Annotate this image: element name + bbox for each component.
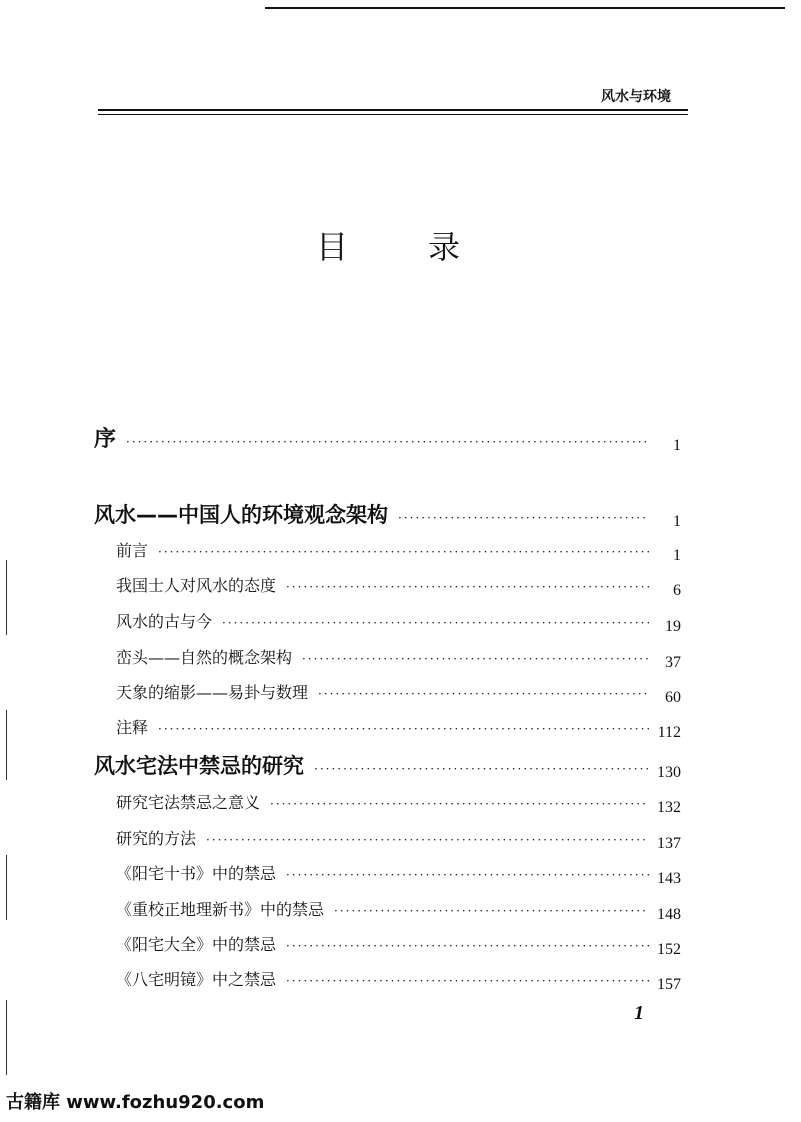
leader-dots	[222, 616, 649, 630]
leader-dots	[398, 511, 649, 525]
toc-entry-label: 《阳宅十书》中的禁忌	[116, 864, 277, 883]
toc-entry-page: 157	[657, 976, 681, 993]
toc-entry-label: 注释	[116, 718, 149, 737]
page-number: 1	[634, 1002, 644, 1024]
toc-entry-page: 132	[657, 799, 681, 816]
toc-entry-page: 137	[657, 835, 681, 852]
toc-entry-page: 1	[673, 437, 681, 454]
leader-dots	[286, 974, 649, 988]
toc-entry[interactable]	[116, 967, 681, 993]
leader-dots	[286, 580, 649, 594]
toc-entry-label: 《八宅明镜》中之禁忌	[116, 970, 277, 989]
scan-margin-mark	[6, 710, 7, 780]
toc-part-1[interactable]	[94, 499, 681, 529]
leader-dots	[158, 722, 649, 736]
leader-dots	[270, 797, 649, 811]
toc-entry[interactable]	[116, 680, 681, 706]
toc-entry-label: 峦头——自然的概念架构	[116, 648, 293, 667]
toc-entry-page: 112	[657, 724, 681, 741]
toc-part-label: 风水——中国人的环境观念架构	[94, 503, 388, 527]
scan-margin-mark	[6, 560, 7, 635]
toc-entry-page: 152	[657, 941, 681, 958]
toc-part-page: 1	[673, 513, 681, 530]
toc-part-label: 风水宅法中禁忌的研究	[94, 754, 304, 778]
toc-entry-label: 研究宅法禁忌之意义	[116, 793, 261, 812]
toc-entry[interactable]	[116, 645, 681, 671]
toc-entry-label: 风水的古与今	[116, 612, 213, 631]
toc-part-page: 130	[657, 764, 681, 781]
toc-entry[interactable]	[116, 573, 681, 599]
toc-entry[interactable]	[116, 790, 681, 816]
toc-entry[interactable]	[116, 861, 681, 887]
running-header-title: 风水与环境	[601, 89, 671, 105]
leader-dots	[206, 833, 649, 847]
toc-entry-label: 序	[94, 427, 117, 452]
toc-entry[interactable]	[116, 538, 681, 564]
leader-dots	[126, 435, 649, 449]
toc-part-2[interactable]	[94, 750, 681, 780]
toc-entry-label: 《阳宅大全》中的禁忌	[116, 935, 277, 954]
leader-dots	[318, 687, 649, 701]
toc-entry[interactable]	[116, 932, 681, 958]
toc-entry-page: 6	[673, 582, 681, 599]
toc-entry-page: 143	[657, 870, 681, 887]
scan-margin-mark	[6, 1000, 7, 1075]
toc-entry-page: 148	[657, 906, 681, 923]
scan-margin-mark	[6, 855, 7, 920]
leader-dots	[314, 762, 649, 776]
toc-entry-label: 前言	[116, 541, 149, 560]
toc-entry-page: 60	[665, 689, 681, 706]
page-title: 目录	[316, 228, 541, 266]
leader-dots	[286, 868, 649, 882]
toc-entry-label: 我国士人对风水的态度	[116, 576, 277, 595]
toc-entry[interactable]	[116, 609, 681, 635]
toc-entry-label: 研究的方法	[116, 829, 197, 848]
leader-dots	[302, 652, 649, 666]
leader-dots	[158, 545, 649, 559]
toc-entry[interactable]	[116, 826, 681, 852]
toc-entry[interactable]	[116, 715, 681, 741]
leader-dots	[286, 939, 649, 953]
toc-entry-page: 1	[673, 547, 681, 564]
toc-entry-page: 37	[665, 654, 681, 671]
watermark: 古籍库 www.fozhu920.com	[6, 1092, 265, 1113]
toc-entry-page: 19	[665, 618, 681, 635]
toc-entry-preface[interactable]	[94, 422, 681, 453]
toc-entry[interactable]	[116, 897, 681, 923]
leader-dots	[334, 904, 649, 918]
toc-entry-label: 《重校正地理新书》中的禁忌	[116, 900, 325, 919]
toc-entry-label: 天象的缩影——易卦与数理	[116, 683, 309, 702]
